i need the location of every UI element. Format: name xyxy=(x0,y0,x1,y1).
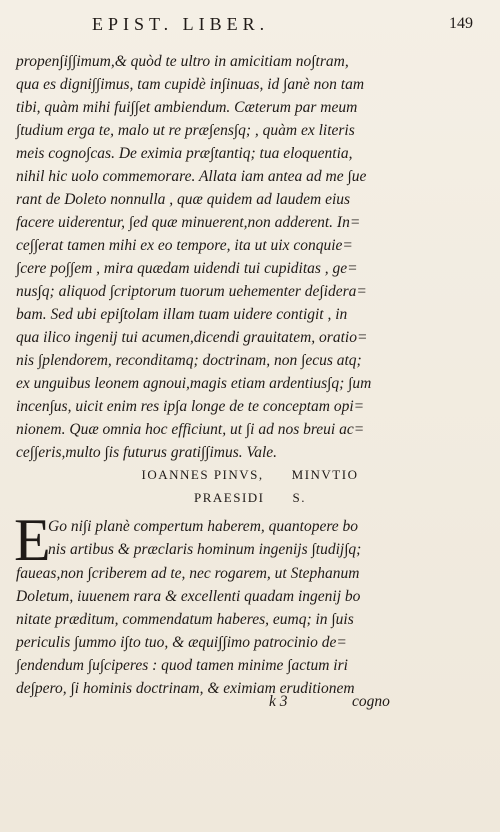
salutation-abbrev: S. xyxy=(292,490,306,505)
text-line: meis cogno∫cas. De eximia præ∫tantiq; tua eloquentia, xyxy=(16,145,353,162)
letter-recipient: MINVTIO xyxy=(291,467,359,482)
text-line: nihil hic uolo commemorare. Allata iam antea ad me ∫ue xyxy=(16,168,367,185)
running-head: EPIST. LIBER. xyxy=(92,14,270,34)
text-line: qua es digni∫∫imus, tam cupidè in∫inuas, id ∫anè non tam xyxy=(16,76,365,93)
page-footer xyxy=(0,693,500,717)
text-line: Go ni∫i planè compertum haberem, quantopere bo xyxy=(48,518,359,535)
text-line: faueas,non ∫criberem ad te, nec rogarem, ut Stephanum xyxy=(16,565,360,582)
text-line: nis artibus & præclaris hominum ingenijs ∫tudij∫q; xyxy=(48,541,362,558)
text-line: ∫endendum ∫u∫ciperes : quod tamen minime ∫actum iri xyxy=(16,657,348,674)
text-line: ∫tudium erga te, malo ut re præ∫ens∫q; , quàm ex literis xyxy=(16,122,355,139)
text-line: incen∫us, uicit enim res ip∫a longe de te conceptam opi= xyxy=(16,398,365,415)
text-line: bam. Sed ubi epi∫tolam illam tuam uidere contigit , in xyxy=(16,306,348,323)
text-line: de∫pero, ∫i hominis doctrinam, & eximiam eruditionem xyxy=(16,680,355,697)
catchword: cogno xyxy=(352,693,390,710)
page-number: 149 xyxy=(449,15,473,32)
text-line: periculis ∫ummo i∫to tuo, & æqui∫∫imo patrocinio de= xyxy=(16,634,347,651)
text-line: nionem. Quæ omnia hoc efficiunt, ut ∫i ad nos breui ac= xyxy=(16,421,365,438)
recipient-title: PRAESIDI xyxy=(194,490,265,505)
text-line: tibi, quàm mihi fui∫∫et ambiendum. Cæterum par meum xyxy=(16,99,358,116)
text-line: ex unguibus leonem agnoui,magis etiam ardentius∫q; ∫um xyxy=(16,375,372,392)
letter-sender: IOANNES PINVS, xyxy=(141,467,264,482)
text-line: rant de Doleto nonnulla , quæ quidem ad laudem eius xyxy=(16,191,351,208)
text-line: ce∫∫eris,multo ∫is futurus grati∫∫imus. Vale. xyxy=(16,444,278,461)
page-header xyxy=(0,14,500,40)
letter-heading-line-2 xyxy=(0,490,500,506)
text-line: qua ilico ingenij tui acumen,dicendi grauitatem, oratio= xyxy=(16,329,368,346)
drop-cap: E xyxy=(14,507,51,573)
text-line: ce∫∫erat tamen mihi ex eo tempore, ita ut uix conquie= xyxy=(16,237,353,254)
text-line: nis ∫plendorem, reconditamq; doctrinam, non ∫ecus atq; xyxy=(16,352,362,369)
text-line: facere uiderentur, ∫ed quæ minuerent,non adderent. In= xyxy=(16,214,361,231)
text-line: nitate præditum, commendatum haberes, eumq; in ∫uis xyxy=(16,611,354,628)
text-line: Doletum, iuuenem rara & excellenti quadam ingenij bo xyxy=(16,588,361,605)
signature-mark: k 3 xyxy=(269,693,288,710)
text-line: nus∫q; aliquod ∫criptorum tuorum uehementer de∫idera= xyxy=(16,283,367,300)
text-line: propen∫i∫∫imum,& quòd te ultro in amicitiam no∫tram, xyxy=(16,53,349,70)
letter-heading-line-1 xyxy=(0,467,500,483)
text-line: ∫cere po∫∫em , mira quædam uidendi tui cupiditas , ge= xyxy=(16,260,358,277)
